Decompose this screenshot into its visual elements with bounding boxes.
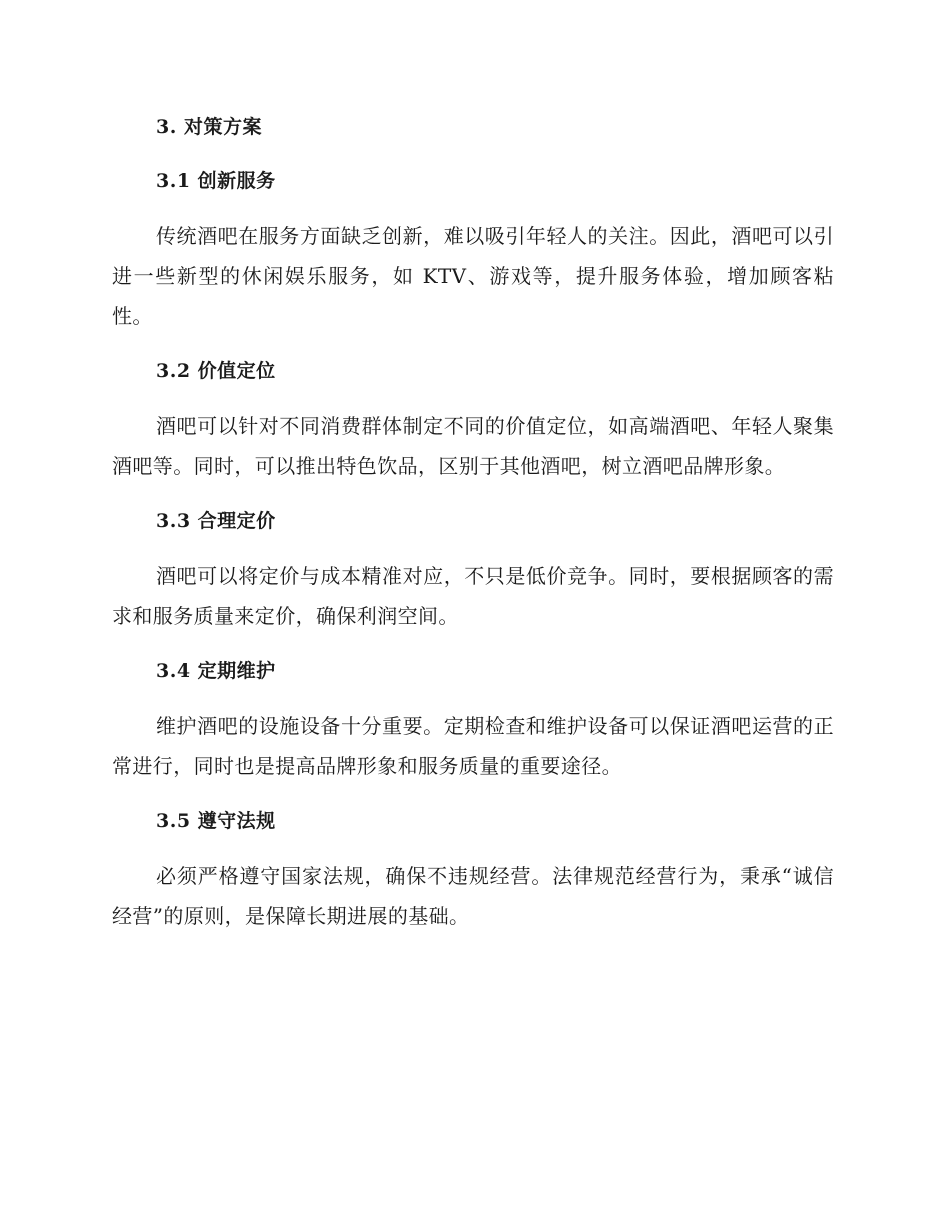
section-heading-3-2: 3.2 价值定位 [156,360,276,382]
section-paragraph-3-5: 必须严格遵守国家法规，确保不违规经营。法律规范经营行为，秉承“诚信经营”的原则，是保障长期进展的基础。 [112,864,834,928]
section-heading-3-1: 3.1 创新服务 [156,170,276,192]
section-paragraph-3-2: 酒吧可以针对不同消费群体制定不同的价值定位，如高端酒吧、年轻人聚集酒吧等。同时，可以推出特色饮品，区别于其他酒吧，树立酒吧品牌形象。 [112,414,834,478]
section-heading-3-3: 3.3 合理定价 [156,510,276,532]
section-heading-3-5: 3.5 遵守法规 [156,810,276,832]
section-paragraph-3-4: 维护酒吧的设施设备十分重要。定期检查和维护设备可以保证酒吧运营的正常进行，同时也是提高品牌形象和服务质量的重要途径。 [112,714,834,778]
section-heading-3-4: 3.4 定期维护 [156,660,276,682]
section-paragraph-3-1: 传统酒吧在服务方面缺乏创新，难以吸引年轻人的关注。因此，酒吧可以引进一些新型的休闲娱乐服务，如 KTV、游戏等，提升服务体验，增加顾客粘性。 [112,224,834,328]
main-heading: 3. 对策方案 [156,116,262,138]
document-body [112,108,834,952]
section-paragraph-3-3: 酒吧可以将定价与成本精准对应，不只是低价竞争。同时，要根据顾客的需求和服务质量来定价，确保利润空间。 [112,564,834,628]
